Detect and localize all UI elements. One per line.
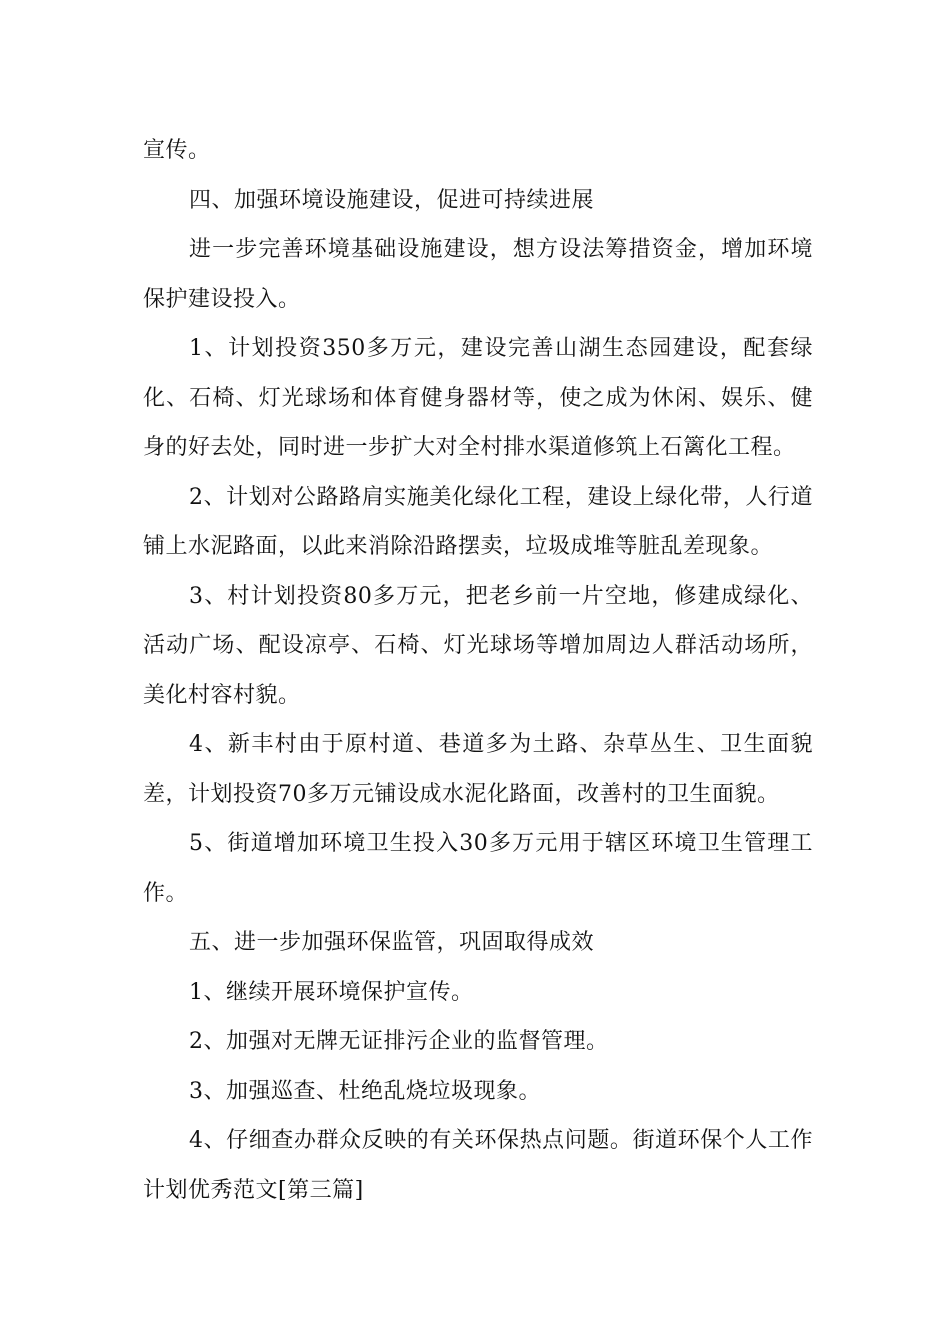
list-item-5-3: 3、加强巡查、杜绝乱烧垃圾现象。 <box>189 1078 541 1104</box>
list-item-5-2: 2、加强对无牌无证排污企业的监督管理。 <box>189 1029 609 1054</box>
section-heading-4: 四、加强环境设施建设，促进可持续进展 <box>189 187 595 213</box>
paragraph-continuation: 宣传。 <box>143 138 211 163</box>
list-item-5: 5、街道增加环境卫生投入30多万元用于辖区环境卫生管理工作。 <box>143 831 813 906</box>
list-item-5-1: 1、继续开展环境保护宣传。 <box>189 979 474 1005</box>
list-item-2: 2、计划对公路路肩实施美化绿化工程，建设上绿化带，人行道铺上水泥路面，以此来消除沿路摆卖，垃圾成堆等脏乱差现象。 <box>143 484 813 559</box>
list-item-3: 3、村计划投资80多万元，把老乡前一片空地，修建成绿化、活动广场、配设凉亭、石椅、灯光球场等增加周边人群活动场所，美化村容村貌。 <box>143 583 813 708</box>
document-body <box>143 126 813 1215</box>
paragraph-intro: 进一步完善环境基础设施建设，想方设法筹措资金，增加环境保护建设投入。 <box>143 237 813 312</box>
section-heading-5: 五、进一步加强环保监管，巩固取得成效 <box>189 930 595 955</box>
list-item-1: 1、计划投资350多万元，建设完善山湖生态园建设，配套绿化、石椅、灯光球场和体育健身器材等，使之成为休闲、娱乐、健身的好去处，同时进一步扩大对全村排水渠道修筑上石篱化工程。 <box>143 336 813 460</box>
list-item-5-4: 4、仔细查办群众反映的有关环保热点问题。街道环保个人工作计划优秀范文[第三篇] <box>143 1128 813 1203</box>
list-item-4: 4、新丰村由于原村道、巷道多为土路、杂草丛生、卫生面貌差，计划投资70多万元铺设成水泥化路面，改善村的卫生面貌。 <box>143 732 813 807</box>
